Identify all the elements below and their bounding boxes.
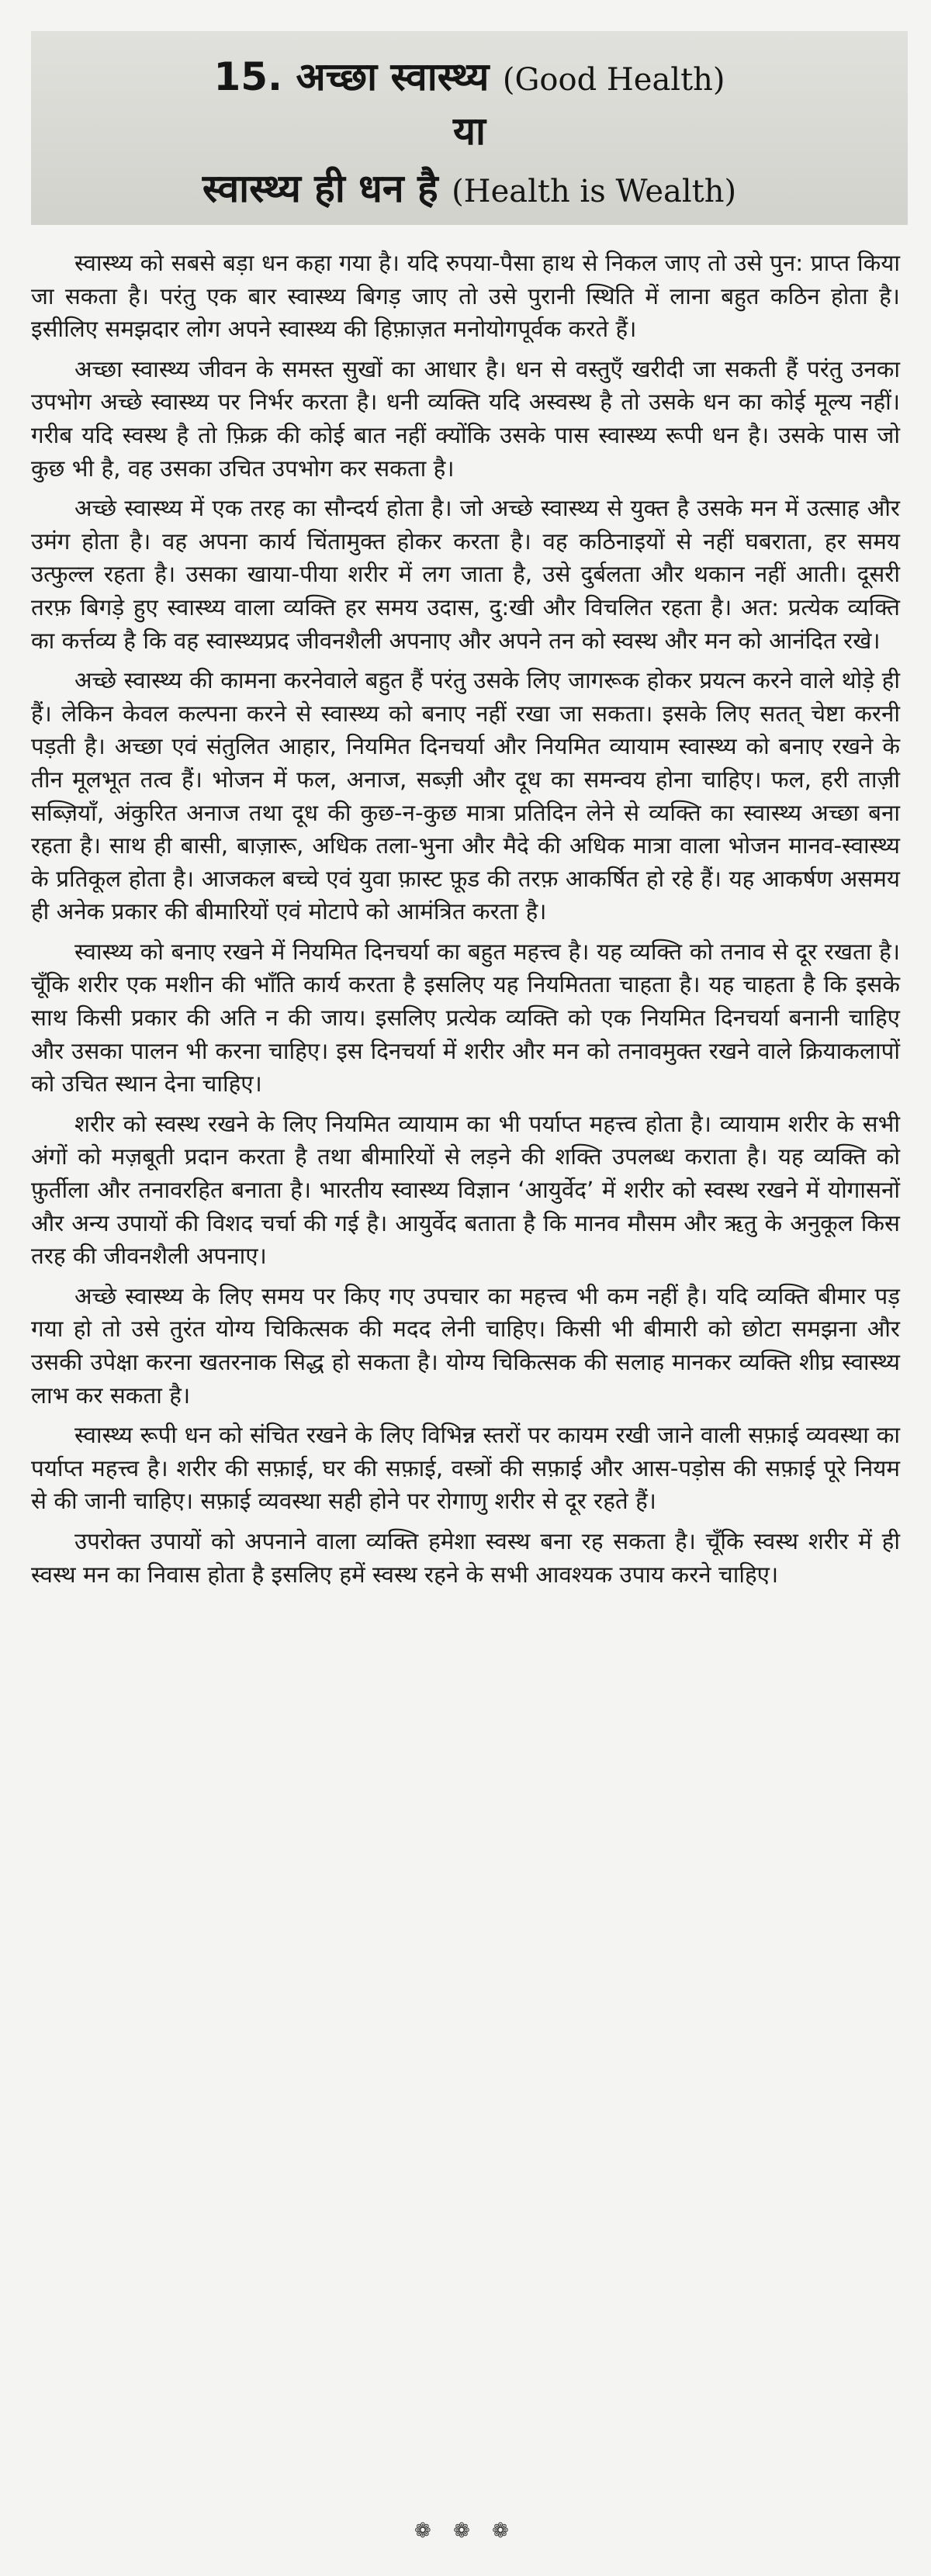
paragraph-9: उपरोक्त उपायों को अपनाने वाला व्यक्ति हमेशा स्वस्थ बना रह सकता है। चूँकि स्वस्थ शरीर में ही स्वस्थ मन का निवास होता है इसलिए हमें स्वस्थ रहने के सभी आवश्यक उपाय करने चाहिए। (31, 1527, 900, 1588)
paragraph-7: अच्छे स्वास्थ्य के लिए समय पर किए गए उपचार का महत्त्व भी कम नहीं है। यदि व्यक्ति बीमार पड़ गया हो तो उसे तुरंत योग्य चिकित्सक की मदद लेनी चाहिए। किसी भी बीमारी को छोटा समझना और उसकी उपेक्षा करना खतरनाक सिद्ध हो सकता है। योग्य चिकित्सक की सलाह मानकर व्यक्ति शीघ्र स्वास्थ्य लाभ कर सकता है। (31, 1282, 900, 1409)
paragraph-8: स्वास्थ्य रूपी धन को संचित रखने के लिए विभिन्न स्तरों पर कायम रखी जाने वाली सफ़ाई व्यवस्था का पर्याप्त महत्त्व है। शरीर की सफ़ाई, घर की सफ़ाई, वस्त्रों की सफ़ाई और आस-पड़ोस की सफ़ाई पूरे नियम से की जानी चाहिए। सफ़ाई व्यवस्था सही होने पर रोगाणु शरीर से दूर रहते हैं। (31, 1422, 900, 1515)
subtitle-hindi: स्वास्थ्य ही धन है (202, 166, 438, 211)
title-line-1 (31, 54, 908, 99)
flower-ornament-icon: ❁ ❁ ❁ (414, 2519, 517, 2543)
paragraph-5: स्वास्थ्य को बनाए रखने में नियमित दिनचर्या का बहुत महत्त्व है। यह व्यक्ति को तनाव से दूर रखता है। चूँकि शरीर एक मशीन की भाँति कार्य करता है इसलिए यह नियमितता चाहता है। यह चाहता है कि इसके साथ किसी प्रकार की अति न की जाय। इसलिए प्रत्येक व्यक्ति को एक नियमित दिनचर्या बनानी चाहिए और उसका पालन भी करना चाहिए। इस दिनचर्या में शरीर और मन को तनावमुक्त रखने वाले क्रियाकलापों को उचित स्थान देना चाहिए। (31, 938, 900, 1098)
title-hindi: 15. अच्छा स्वास्थ्य (213, 54, 490, 99)
paragraph-1: स्वास्थ्य को सबसे बड़ा धन कहा गया है। यदि रुपया-पैसा हाथ से निकल जाए तो उसे पुन: प्राप्त किया जा सकता है। परंतु एक बार स्वास्थ्य बिगड़ जाए तो उसे पुरानी स्थिति में लाना बहुत कठिन होता है। इसीलिए समझदार लोग अपने स्वास्थ्य की हिफ़ाज़त मनोयोगपूर्वक करते हैं। (31, 250, 900, 343)
paragraph-3: अच्छे स्वास्थ्य में एक तरह का सौन्दर्य होता है। जो अच्छे स्वास्थ्य से युक्त है उसके मन में उत्साह और उमंग होता है। वह अपना कार्य चिंतामुक्त होकर करता है। वह कठिनाइयों से नहीं घबराता, हर समय उत्फुल्ल रहता है। उसका खाया-पीया शरीर में लग जाता है, उसे दुर्बलता और थकान नहीं आती। दूसरी तरफ़ बिगड़े हुए स्वास्थ्य वाला व्यक्ति हर समय उदास, दु:खी और विचलित रहता है। अत: प्रत्येक व्यक्ति का कर्त्तव्य है कि वह स्वास्थ्यप्रद जीवनशैली अपनाए और अपने तन को स्वस्थ और मन को आनंदित रखे। (31, 495, 900, 654)
paragraph-2: अच्छा स्वास्थ्य जीवन के समस्त सुखों का आधार है। धन से वस्तुएँ खरीदी जा सकती हैं परंतु उनका उपभोग अच्छे स्वास्थ्य पर निर्भर करता है। धनी व्यक्ति यदि अस्वस्थ है तो उसके धन का कोई मूल्य नहीं। गरीब यदि स्वस्थ है तो फ़िक्र की कोई बात नहीं क्योंकि उसके पास स्वास्थ्य रूपी धन है। उसके पास जो कुछ भी है, वह उसका उचित उपभोग कर सकता है। (31, 355, 900, 482)
title-banner (31, 31, 908, 225)
title-english: (Good Health) (502, 62, 725, 98)
title-line-2 (31, 166, 908, 211)
title-connector: या (453, 109, 486, 154)
essay-body (31, 247, 900, 1598)
subtitle-english: (Health is Wealth) (452, 174, 737, 209)
paragraph-6: शरीर को स्वस्थ रखने के लिए नियमित व्यायाम का भी पर्याप्त महत्त्व होता है। व्यायाम शरीर के सभी अंगों को मज़बूती प्रदान करता है तथा बीमारियों से लड़ने की शक्ति उपलब्ध कराता है। यह व्यक्ति को फ़ुर्तीला और तनावरहित बनाता है। भारतीय स्वास्थ्य विज्ञान ‘आयुर्वेद’ में शरीर को स्वस्थ रखने में योगासनों और अन्य उपायों की विशद चर्चा की गई है। आयुर्वेद बताता है कि मानव मौसम और ऋतु के अनुकूल किस तरह की जीवनशैली अपनाए। (31, 1110, 900, 1270)
paragraph-4: अच्छे स्वास्थ्य की कामना करनेवाले बहुत हैं परंतु उसके लिए जागरूक होकर प्रयत्न करने वाले थोड़े ही हैं। लेकिन केवल कल्पना करने से स्वास्थ्य को बनाए नहीं रखा जा सकता। इसके लिए सतत् चेष्टा करनी पड़ती है। अच्छा एवं संतुलित आहार, नियमित दिनचर्या और नियमित व्यायाम स्वास्थ्य को बनाए रखने के तीन मूलभूत तत्व हैं। भोजन में फल, अनाज, सब्ज़ी और दूध का समन्वय होना चाहिए। फल, हरी ताज़ी सब्ज़ियाँ, अंकुरित अनाज तथा दूध की कुछ-न-कुछ मात्रा प्रतिदिन लेने से व्यक्ति का स्वास्थ्य अच्छा बना रहता है। साथ ही बासी, बाज़ारू, अधिक तला-भुना और मैदे की अधिक मात्रा वाला भोजन मानव-स्वास्थ्य के प्रतिकूल होता है। आजकल बच्चे एवं युवा फ़ास्ट फ़ूड की तरफ़ आकर्षित हो रहे हैं। यह आकर्षण असमय ही अनेक प्रकार की बीमारियों एवं मोटापे को आमंत्रित करता है। (31, 667, 900, 925)
